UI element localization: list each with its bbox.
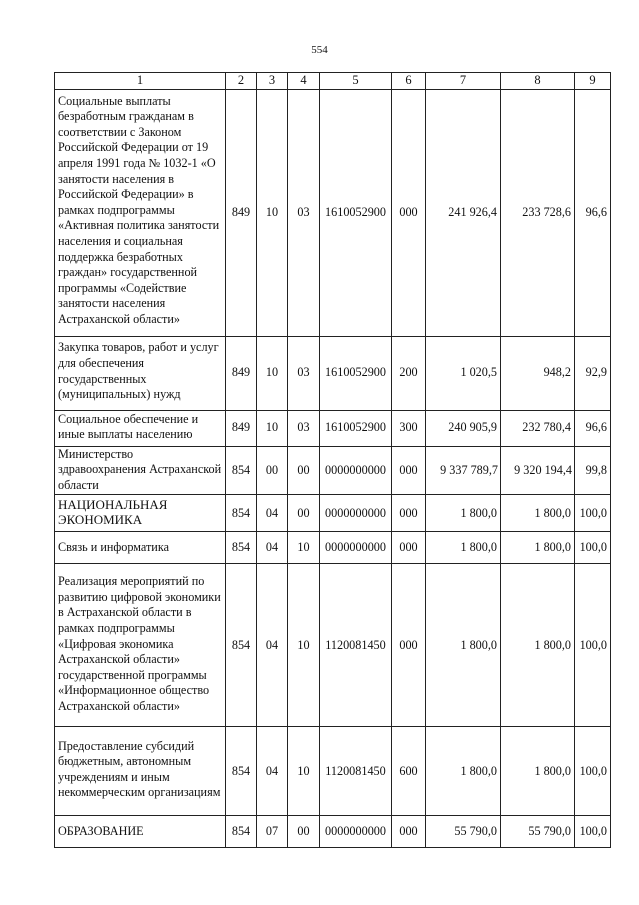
row-name: Связь и информатика bbox=[55, 532, 226, 564]
cell-subsection: 03 bbox=[288, 410, 320, 446]
column-number-row bbox=[55, 73, 611, 90]
page-number: 554 bbox=[311, 44, 328, 56]
cell-subsection: 10 bbox=[288, 532, 320, 564]
cell-percent: 96,6 bbox=[575, 89, 611, 336]
cell-expense-type: 000 bbox=[392, 89, 426, 336]
cell-planned: 1 020,5 bbox=[426, 336, 501, 410]
column-number: 5 bbox=[320, 73, 392, 90]
cell-percent: 100,0 bbox=[575, 495, 611, 532]
cell-admin-code: 854 bbox=[226, 564, 257, 727]
table-row bbox=[55, 532, 611, 564]
cell-admin-code: 854 bbox=[226, 446, 257, 495]
cell-expense-type: 000 bbox=[392, 495, 426, 532]
cell-section: 04 bbox=[257, 727, 288, 816]
table-row bbox=[55, 564, 611, 727]
table-row bbox=[55, 495, 611, 532]
cell-executed: 948,2 bbox=[501, 336, 575, 410]
column-number: 8 bbox=[501, 73, 575, 90]
table-row bbox=[55, 336, 611, 410]
cell-percent: 96,6 bbox=[575, 410, 611, 446]
cell-planned: 241 926,4 bbox=[426, 89, 501, 336]
cell-expense-type: 000 bbox=[392, 564, 426, 727]
cell-section: 00 bbox=[257, 446, 288, 495]
table-row bbox=[55, 446, 611, 495]
cell-admin-code: 854 bbox=[226, 495, 257, 532]
cell-planned: 1 800,0 bbox=[426, 532, 501, 564]
table-row bbox=[55, 727, 611, 816]
row-name: Социальные выплаты безработным гражданам в соответствии с Законом Российской Федерации от 19 апреля 1991 года № 1032-1 «О занятости населения в Российской Федерации» в рамках подпрограммы «Активная политика занятости населения и социальная поддержка безработных граждан» государственной программы «Содействие занятости населения Астраханской области» bbox=[55, 89, 226, 336]
cell-admin-code: 854 bbox=[226, 727, 257, 816]
cell-admin-code: 849 bbox=[226, 410, 257, 446]
cell-planned: 1 800,0 bbox=[426, 564, 501, 727]
cell-admin-code: 849 bbox=[226, 336, 257, 410]
table-row bbox=[55, 89, 611, 336]
cell-target-article: 1610052900 bbox=[320, 89, 392, 336]
cell-target-article: 1610052900 bbox=[320, 336, 392, 410]
cell-executed: 1 800,0 bbox=[501, 727, 575, 816]
cell-percent: 100,0 bbox=[575, 532, 611, 564]
column-number: 3 bbox=[257, 73, 288, 90]
cell-subsection: 00 bbox=[288, 446, 320, 495]
cell-planned: 9 337 789,7 bbox=[426, 446, 501, 495]
budget-table bbox=[54, 72, 611, 848]
column-number: 7 bbox=[426, 73, 501, 90]
cell-admin-code: 849 bbox=[226, 89, 257, 336]
cell-expense-type: 000 bbox=[392, 816, 426, 848]
cell-percent: 100,0 bbox=[575, 727, 611, 816]
row-name: Социальное обеспечение и иные выплаты населению bbox=[55, 410, 226, 446]
cell-subsection: 00 bbox=[288, 816, 320, 848]
cell-planned: 55 790,0 bbox=[426, 816, 501, 848]
column-number: 1 bbox=[55, 73, 226, 90]
cell-section: 10 bbox=[257, 336, 288, 410]
cell-admin-code: 854 bbox=[226, 532, 257, 564]
cell-executed: 233 728,6 bbox=[501, 89, 575, 336]
cell-subsection: 03 bbox=[288, 336, 320, 410]
cell-subsection: 10 bbox=[288, 727, 320, 816]
cell-section: 10 bbox=[257, 410, 288, 446]
cell-target-article: 0000000000 bbox=[320, 816, 392, 848]
cell-expense-type: 000 bbox=[392, 532, 426, 564]
cell-section: 04 bbox=[257, 532, 288, 564]
cell-expense-type: 000 bbox=[392, 446, 426, 495]
table-row bbox=[55, 816, 611, 848]
row-name: НАЦИОНАЛЬНАЯ ЭКОНОМИКА bbox=[55, 495, 226, 532]
column-number: 4 bbox=[288, 73, 320, 90]
cell-executed: 232 780,4 bbox=[501, 410, 575, 446]
cell-target-article: 1120081450 bbox=[320, 564, 392, 727]
row-name: Закупка товаров, работ и услуг для обеспечения государственных (муниципальных) нужд bbox=[55, 336, 226, 410]
cell-percent: 92,9 bbox=[575, 336, 611, 410]
cell-section: 10 bbox=[257, 89, 288, 336]
cell-target-article: 1610052900 bbox=[320, 410, 392, 446]
cell-executed: 1 800,0 bbox=[501, 495, 575, 532]
cell-executed: 1 800,0 bbox=[501, 564, 575, 727]
cell-expense-type: 300 bbox=[392, 410, 426, 446]
cell-target-article: 1120081450 bbox=[320, 727, 392, 816]
cell-percent: 100,0 bbox=[575, 816, 611, 848]
cell-section: 07 bbox=[257, 816, 288, 848]
column-number: 9 bbox=[575, 73, 611, 90]
cell-executed: 55 790,0 bbox=[501, 816, 575, 848]
cell-target-article: 0000000000 bbox=[320, 446, 392, 495]
cell-subsection: 00 bbox=[288, 495, 320, 532]
column-number: 6 bbox=[392, 73, 426, 90]
cell-target-article: 0000000000 bbox=[320, 532, 392, 564]
cell-percent: 99,8 bbox=[575, 446, 611, 495]
cell-section: 04 bbox=[257, 564, 288, 727]
table-row bbox=[55, 410, 611, 446]
cell-planned: 1 800,0 bbox=[426, 495, 501, 532]
row-name: Предоставление субсидий бюджетным, автономным учреждениям и иным некоммерческим организациям bbox=[55, 727, 226, 816]
cell-executed: 1 800,0 bbox=[501, 532, 575, 564]
cell-section: 04 bbox=[257, 495, 288, 532]
cell-subsection: 03 bbox=[288, 89, 320, 336]
column-number: 2 bbox=[226, 73, 257, 90]
cell-planned: 1 800,0 bbox=[426, 727, 501, 816]
cell-percent: 100,0 bbox=[575, 564, 611, 727]
cell-expense-type: 600 bbox=[392, 727, 426, 816]
cell-executed: 9 320 194,4 bbox=[501, 446, 575, 495]
row-name: Реализация мероприятий по развитию цифровой экономики в Астраханской области в рамках подпрограммы «Цифровая экономика Астраханской области» государственной программы «Информационное общество Астраханской области» bbox=[55, 564, 226, 727]
row-name: Министерство здравоохранения Астраханской области bbox=[55, 446, 226, 495]
cell-subsection: 10 bbox=[288, 564, 320, 727]
cell-target-article: 0000000000 bbox=[320, 495, 392, 532]
cell-admin-code: 854 bbox=[226, 816, 257, 848]
cell-expense-type: 200 bbox=[392, 336, 426, 410]
row-name: ОБРАЗОВАНИЕ bbox=[55, 816, 226, 848]
cell-planned: 240 905,9 bbox=[426, 410, 501, 446]
